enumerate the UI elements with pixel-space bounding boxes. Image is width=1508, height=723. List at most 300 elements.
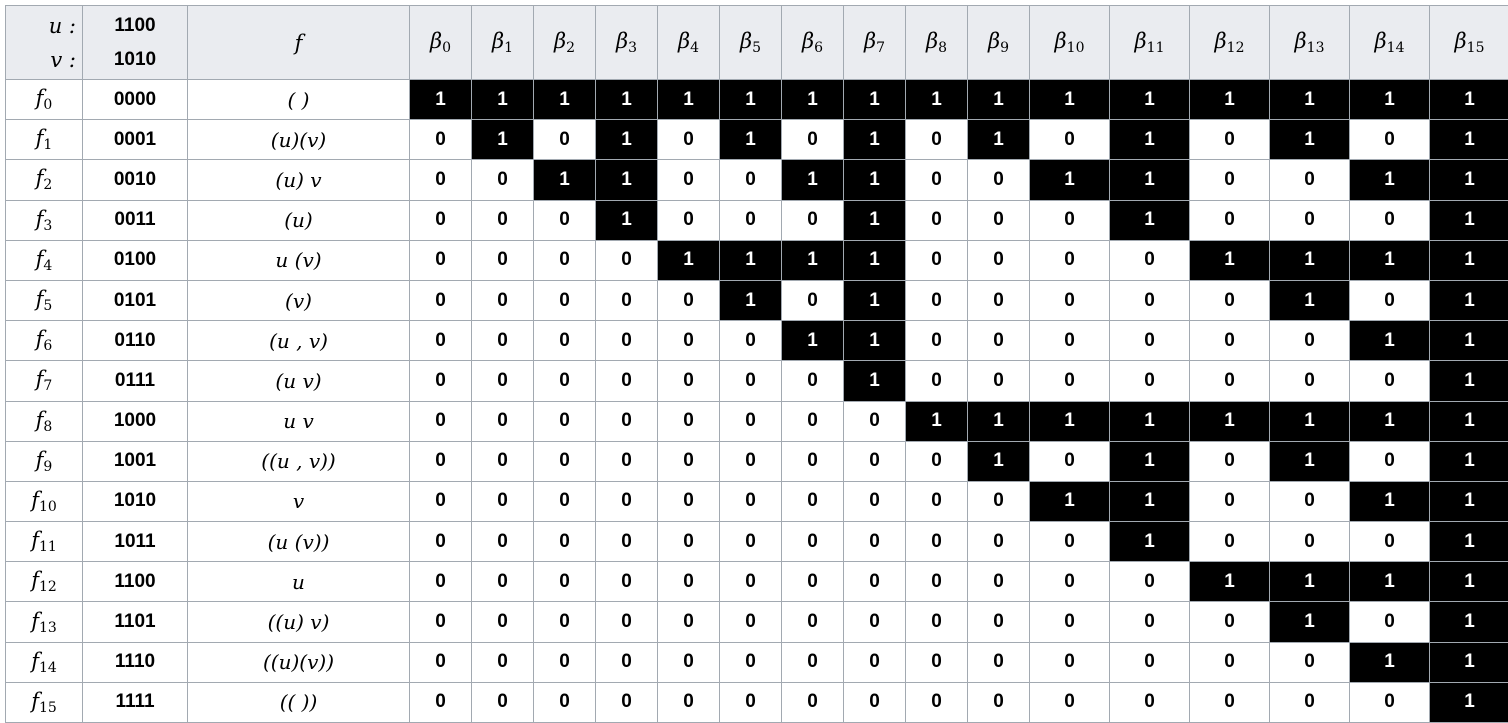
function-name-cell <box>6 602 83 642</box>
beta-header-2 <box>534 6 596 80</box>
bit-cell: 1 <box>720 280 782 320</box>
beta-header-11 <box>1110 6 1190 80</box>
bit-cell: 1 <box>596 120 658 160</box>
bit-cell: 0 <box>968 361 1030 401</box>
beta-index: 5 <box>752 40 761 56</box>
bit-cell: 0 <box>782 642 844 682</box>
bit-cell: 0 <box>782 200 844 240</box>
bit-cell: 0 <box>1350 522 1430 562</box>
uv-value-cell <box>83 6 188 80</box>
beta-header-10 <box>1030 6 1110 80</box>
beta-header-7 <box>844 6 906 80</box>
function-name-cell <box>6 562 83 602</box>
bit-cell: 0 <box>906 361 968 401</box>
table-header <box>6 6 1508 80</box>
table-body <box>6 80 1508 723</box>
bit-cell: 1 <box>472 120 534 160</box>
bit-cell: 0 <box>720 441 782 481</box>
bit-cell: 1 <box>1190 80 1270 120</box>
bit-cell: 0 <box>596 602 658 642</box>
bit-cell: 0 <box>906 200 968 240</box>
bit-cell: 0 <box>534 682 596 722</box>
bit-cell: 0 <box>534 602 596 642</box>
bit-cell: 0 <box>968 562 1030 602</box>
bit-cell: 0 <box>1270 200 1350 240</box>
function-code-cell: 0111 <box>83 361 188 401</box>
beta-header-14 <box>1350 6 1430 80</box>
function-name-cell <box>6 80 83 120</box>
beta-index: 1 <box>504 40 513 56</box>
bit-cell: 0 <box>472 280 534 320</box>
bit-cell: 0 <box>534 642 596 682</box>
bit-cell: 0 <box>472 682 534 722</box>
bit-cell: 0 <box>658 321 720 361</box>
function-code-cell: 0000 <box>83 80 188 120</box>
beta-index: 7 <box>876 40 885 56</box>
bit-cell: 1 <box>1350 321 1430 361</box>
f-header: f <box>188 6 410 80</box>
function-code-cell: 1000 <box>83 401 188 441</box>
bit-cell: 0 <box>658 562 720 602</box>
bit-cell: 1 <box>1270 602 1350 642</box>
function-expression-cell: ( ) <box>188 80 410 120</box>
function-symbol: f <box>36 126 44 150</box>
bit-cell: 1 <box>782 321 844 361</box>
bit-cell: 0 <box>1030 280 1110 320</box>
function-expression-cell: u <box>188 562 410 602</box>
bit-cell: 0 <box>1190 441 1270 481</box>
bit-cell: 1 <box>1190 240 1270 280</box>
bit-cell: 0 <box>472 321 534 361</box>
bit-cell: 0 <box>1270 522 1350 562</box>
bit-cell: 0 <box>1270 321 1350 361</box>
function-symbol: f <box>36 327 44 351</box>
bit-cell: 0 <box>596 562 658 602</box>
bit-cell: 0 <box>844 441 906 481</box>
function-expression-cell: (( )) <box>188 682 410 722</box>
bit-cell: 0 <box>1190 280 1270 320</box>
function-index: 15 <box>39 700 57 716</box>
function-code-cell: 1100 <box>83 562 188 602</box>
beta-symbol: β <box>1375 29 1387 53</box>
table-row <box>6 321 1508 361</box>
function-symbol: f <box>31 609 39 633</box>
bit-cell: 0 <box>472 642 534 682</box>
bit-cell: 0 <box>1350 200 1430 240</box>
function-name-cell <box>6 200 83 240</box>
bit-cell: 0 <box>720 481 782 521</box>
bit-cell: 0 <box>720 160 782 200</box>
bit-cell: 1 <box>1270 562 1350 602</box>
table-row <box>6 481 1508 521</box>
bit-cell: 1 <box>596 200 658 240</box>
bit-cell: 0 <box>534 120 596 160</box>
bit-cell: 1 <box>720 120 782 160</box>
bit-cell: 0 <box>658 522 720 562</box>
function-symbol: f <box>31 488 39 512</box>
u-value: 1100 <box>83 9 187 43</box>
function-code-cell: 1011 <box>83 522 188 562</box>
beta-header-9 <box>968 6 1030 80</box>
bit-cell: 1 <box>968 401 1030 441</box>
bit-cell: 0 <box>472 240 534 280</box>
bit-cell: 0 <box>1190 602 1270 642</box>
bit-cell: 0 <box>1110 642 1190 682</box>
bit-cell: 1 <box>782 80 844 120</box>
bit-cell: 0 <box>906 321 968 361</box>
bit-cell: 0 <box>968 280 1030 320</box>
bit-cell: 1 <box>1430 522 1508 562</box>
function-expression-cell: ((u) v) <box>188 602 410 642</box>
bit-cell: 0 <box>410 481 472 521</box>
bit-cell: 0 <box>658 642 720 682</box>
function-code-cell: 1111 <box>83 682 188 722</box>
bit-cell: 0 <box>782 602 844 642</box>
bit-cell: 0 <box>658 280 720 320</box>
beta-index: 0 <box>442 40 451 56</box>
bit-cell: 0 <box>472 522 534 562</box>
table-row <box>6 441 1508 481</box>
beta-index: 11 <box>1147 40 1165 56</box>
bit-cell: 0 <box>658 120 720 160</box>
bit-cell: 0 <box>1110 562 1190 602</box>
bit-cell: 0 <box>658 160 720 200</box>
u-label: u : <box>6 9 82 43</box>
bit-cell: 0 <box>1190 200 1270 240</box>
bit-cell: 0 <box>410 562 472 602</box>
bit-cell: 0 <box>968 160 1030 200</box>
function-index: 6 <box>43 338 52 354</box>
bit-cell: 0 <box>968 602 1030 642</box>
bit-cell: 1 <box>1350 481 1430 521</box>
bit-cell: 0 <box>1270 642 1350 682</box>
function-name-cell <box>6 441 83 481</box>
bit-cell: 1 <box>658 240 720 280</box>
bit-cell: 0 <box>596 321 658 361</box>
beta-index: 12 <box>1227 40 1245 56</box>
function-expression-cell: (u) v <box>188 160 410 200</box>
beta-index: 15 <box>1467 40 1485 56</box>
function-name-cell <box>6 682 83 722</box>
function-expression-cell: (u , v) <box>188 321 410 361</box>
bit-cell: 0 <box>410 280 472 320</box>
function-expression-cell: (u (v)) <box>188 522 410 562</box>
bit-cell: 0 <box>782 481 844 521</box>
bit-cell: 0 <box>1110 361 1190 401</box>
function-index: 2 <box>43 177 52 193</box>
bit-cell: 0 <box>906 602 968 642</box>
bit-cell: 0 <box>410 602 472 642</box>
bit-cell: 0 <box>968 321 1030 361</box>
beta-symbol: β <box>1135 29 1147 53</box>
function-index: 5 <box>43 298 52 314</box>
bit-cell: 0 <box>782 401 844 441</box>
bit-cell: 0 <box>658 682 720 722</box>
bit-cell: 0 <box>472 200 534 240</box>
bit-cell: 0 <box>1350 441 1430 481</box>
bit-cell: 0 <box>720 321 782 361</box>
function-name-cell <box>6 481 83 521</box>
function-index: 4 <box>43 258 52 274</box>
bit-cell: 0 <box>596 522 658 562</box>
bit-cell: 1 <box>1430 682 1508 722</box>
v-value: 1010 <box>83 43 187 77</box>
bit-cell: 1 <box>906 80 968 120</box>
bit-cell: 0 <box>1030 120 1110 160</box>
function-index: 1 <box>43 137 52 153</box>
bit-cell: 0 <box>410 321 472 361</box>
bit-cell: 0 <box>720 602 782 642</box>
bit-cell: 0 <box>906 441 968 481</box>
bit-cell: 1 <box>1350 80 1430 120</box>
bit-cell: 0 <box>968 481 1030 521</box>
function-index: 9 <box>43 459 52 475</box>
table-row <box>6 522 1508 562</box>
bit-cell: 1 <box>1270 240 1350 280</box>
bit-cell: 1 <box>1430 361 1508 401</box>
table-row <box>6 401 1508 441</box>
bit-cell: 0 <box>1350 120 1430 160</box>
beta-symbol: β <box>678 29 690 53</box>
beta-index: 10 <box>1067 40 1085 56</box>
function-code-cell: 0011 <box>83 200 188 240</box>
function-code-cell: 0001 <box>83 120 188 160</box>
bit-cell: 1 <box>472 80 534 120</box>
table-row <box>6 562 1508 602</box>
bit-cell: 0 <box>1030 682 1110 722</box>
bit-cell: 1 <box>1030 160 1110 200</box>
bit-cell: 1 <box>1270 280 1350 320</box>
bit-cell: 1 <box>1110 80 1190 120</box>
table-row <box>6 361 1508 401</box>
function-symbol: f <box>31 528 39 552</box>
function-symbol: f <box>36 448 44 472</box>
bit-cell: 0 <box>596 481 658 521</box>
bit-cell: 0 <box>720 642 782 682</box>
function-index: 0 <box>43 97 52 113</box>
bit-cell: 1 <box>1030 80 1110 120</box>
bit-cell: 0 <box>844 682 906 722</box>
beta-header-3 <box>596 6 658 80</box>
bit-cell: 0 <box>1030 361 1110 401</box>
bit-cell: 1 <box>1110 120 1190 160</box>
bit-cell: 1 <box>1430 401 1508 441</box>
bit-cell: 0 <box>1030 321 1110 361</box>
bit-cell: 0 <box>1030 642 1110 682</box>
table-row <box>6 240 1508 280</box>
beta-symbol: β <box>988 29 1000 53</box>
bit-cell: 0 <box>1190 481 1270 521</box>
bit-cell: 1 <box>844 321 906 361</box>
bit-cell: 0 <box>782 441 844 481</box>
table-row <box>6 200 1508 240</box>
table-row <box>6 120 1508 160</box>
bit-cell: 0 <box>472 160 534 200</box>
function-expression-cell: u (v) <box>188 240 410 280</box>
bit-cell: 0 <box>782 361 844 401</box>
bit-cell: 0 <box>472 361 534 401</box>
function-index: 13 <box>39 620 57 636</box>
beta-symbol: β <box>492 29 504 53</box>
bit-cell: 1 <box>844 120 906 160</box>
bit-cell: 1 <box>1270 80 1350 120</box>
bit-cell: 0 <box>782 280 844 320</box>
bit-cell: 0 <box>534 481 596 521</box>
bit-cell: 0 <box>1030 522 1110 562</box>
bit-cell: 0 <box>658 441 720 481</box>
bit-cell: 0 <box>906 682 968 722</box>
function-index: 14 <box>39 660 57 676</box>
bit-cell: 0 <box>1190 682 1270 722</box>
function-index: 8 <box>43 419 52 435</box>
bit-cell: 0 <box>720 562 782 602</box>
bit-cell: 0 <box>410 682 472 722</box>
function-code-cell: 0100 <box>83 240 188 280</box>
beta-symbol: β <box>616 29 628 53</box>
function-symbol: f <box>31 649 39 673</box>
bit-cell: 0 <box>472 602 534 642</box>
bit-cell: 0 <box>410 160 472 200</box>
bit-cell: 0 <box>844 562 906 602</box>
bit-cell: 0 <box>1190 522 1270 562</box>
function-name-cell <box>6 120 83 160</box>
bit-cell: 1 <box>1190 562 1270 602</box>
bit-cell: 0 <box>906 160 968 200</box>
bit-cell: 1 <box>534 80 596 120</box>
bit-cell: 0 <box>534 240 596 280</box>
bit-cell: 0 <box>472 481 534 521</box>
bit-cell: 1 <box>1350 160 1430 200</box>
bit-cell: 1 <box>1350 642 1430 682</box>
bit-cell: 1 <box>1350 562 1430 602</box>
beta-symbol: β <box>1215 29 1227 53</box>
function-expression-cell: ((u , v)) <box>188 441 410 481</box>
bit-cell: 1 <box>1110 200 1190 240</box>
bit-cell: 0 <box>1030 562 1110 602</box>
beta-index: 4 <box>690 40 699 56</box>
bit-cell: 0 <box>844 401 906 441</box>
bit-cell: 0 <box>410 361 472 401</box>
beta-index: 3 <box>628 40 637 56</box>
function-symbol: f <box>31 689 39 713</box>
beta-header-6 <box>782 6 844 80</box>
bit-cell: 0 <box>1190 321 1270 361</box>
function-symbol: f <box>36 367 44 391</box>
function-expression-cell: (u)(v) <box>188 120 410 160</box>
boolean-function-table <box>5 5 1508 723</box>
bit-cell: 1 <box>1110 401 1190 441</box>
function-code-cell: 0101 <box>83 280 188 320</box>
beta-index: 14 <box>1387 40 1405 56</box>
bit-cell: 0 <box>1190 361 1270 401</box>
bit-cell: 0 <box>596 441 658 481</box>
function-expression-cell: ((u)(v)) <box>188 642 410 682</box>
bit-cell: 0 <box>596 361 658 401</box>
bit-cell: 0 <box>658 602 720 642</box>
function-index: 12 <box>39 579 57 595</box>
function-expression-cell: (u v) <box>188 361 410 401</box>
table-row <box>6 160 1508 200</box>
bit-cell: 0 <box>534 200 596 240</box>
bit-cell: 0 <box>534 562 596 602</box>
bit-cell: 1 <box>596 80 658 120</box>
bit-cell: 1 <box>1350 240 1430 280</box>
bit-cell: 0 <box>720 361 782 401</box>
bit-cell: 0 <box>658 361 720 401</box>
bit-cell: 1 <box>1350 401 1430 441</box>
bit-cell: 0 <box>410 642 472 682</box>
bit-cell: 1 <box>1110 522 1190 562</box>
bit-cell: 0 <box>1110 602 1190 642</box>
beta-header-12 <box>1190 6 1270 80</box>
function-symbol: f <box>36 408 44 432</box>
bit-cell: 0 <box>1270 481 1350 521</box>
function-name-cell <box>6 522 83 562</box>
bit-cell: 0 <box>844 642 906 682</box>
bit-cell: 0 <box>1190 642 1270 682</box>
bit-cell: 0 <box>596 642 658 682</box>
beta-header-8 <box>906 6 968 80</box>
bit-cell: 0 <box>534 401 596 441</box>
v-label: v : <box>6 43 82 77</box>
bit-cell: 0 <box>968 682 1030 722</box>
bit-cell: 1 <box>782 160 844 200</box>
function-name-cell <box>6 321 83 361</box>
function-index: 3 <box>43 218 52 234</box>
bit-cell: 1 <box>1430 642 1508 682</box>
bit-cell: 1 <box>844 280 906 320</box>
bit-cell: 0 <box>472 441 534 481</box>
beta-index: 2 <box>566 40 575 56</box>
function-expression-cell: v <box>188 481 410 521</box>
bit-cell: 0 <box>906 280 968 320</box>
bit-cell: 0 <box>968 642 1030 682</box>
bit-cell: 1 <box>1110 481 1190 521</box>
bit-cell: 0 <box>782 682 844 722</box>
bit-cell: 0 <box>720 522 782 562</box>
table-row <box>6 80 1508 120</box>
bit-cell: 1 <box>1110 160 1190 200</box>
beta-symbol: β <box>802 29 814 53</box>
function-name-cell <box>6 280 83 320</box>
bit-cell: 0 <box>782 562 844 602</box>
bit-cell: 1 <box>410 80 472 120</box>
bit-cell: 0 <box>782 120 844 160</box>
bit-cell: 0 <box>968 522 1030 562</box>
bit-cell: 0 <box>410 200 472 240</box>
bit-cell: 0 <box>1030 200 1110 240</box>
function-index: 10 <box>39 499 57 515</box>
bit-cell: 0 <box>1350 682 1430 722</box>
bit-cell: 0 <box>534 441 596 481</box>
function-symbol: f <box>36 207 44 231</box>
beta-header-4 <box>658 6 720 80</box>
bit-cell: 0 <box>658 401 720 441</box>
bit-cell: 0 <box>1350 361 1430 401</box>
bit-cell: 1 <box>1430 602 1508 642</box>
uv-label-cell <box>6 6 83 80</box>
bit-cell: 0 <box>410 240 472 280</box>
beta-index: 13 <box>1307 40 1325 56</box>
bit-cell: 0 <box>1190 120 1270 160</box>
bit-cell: 0 <box>1110 682 1190 722</box>
table-row <box>6 642 1508 682</box>
bit-cell: 0 <box>410 120 472 160</box>
bit-cell: 0 <box>1030 441 1110 481</box>
function-expression-cell: (v) <box>188 280 410 320</box>
bit-cell: 0 <box>906 481 968 521</box>
bit-cell: 0 <box>1270 361 1350 401</box>
